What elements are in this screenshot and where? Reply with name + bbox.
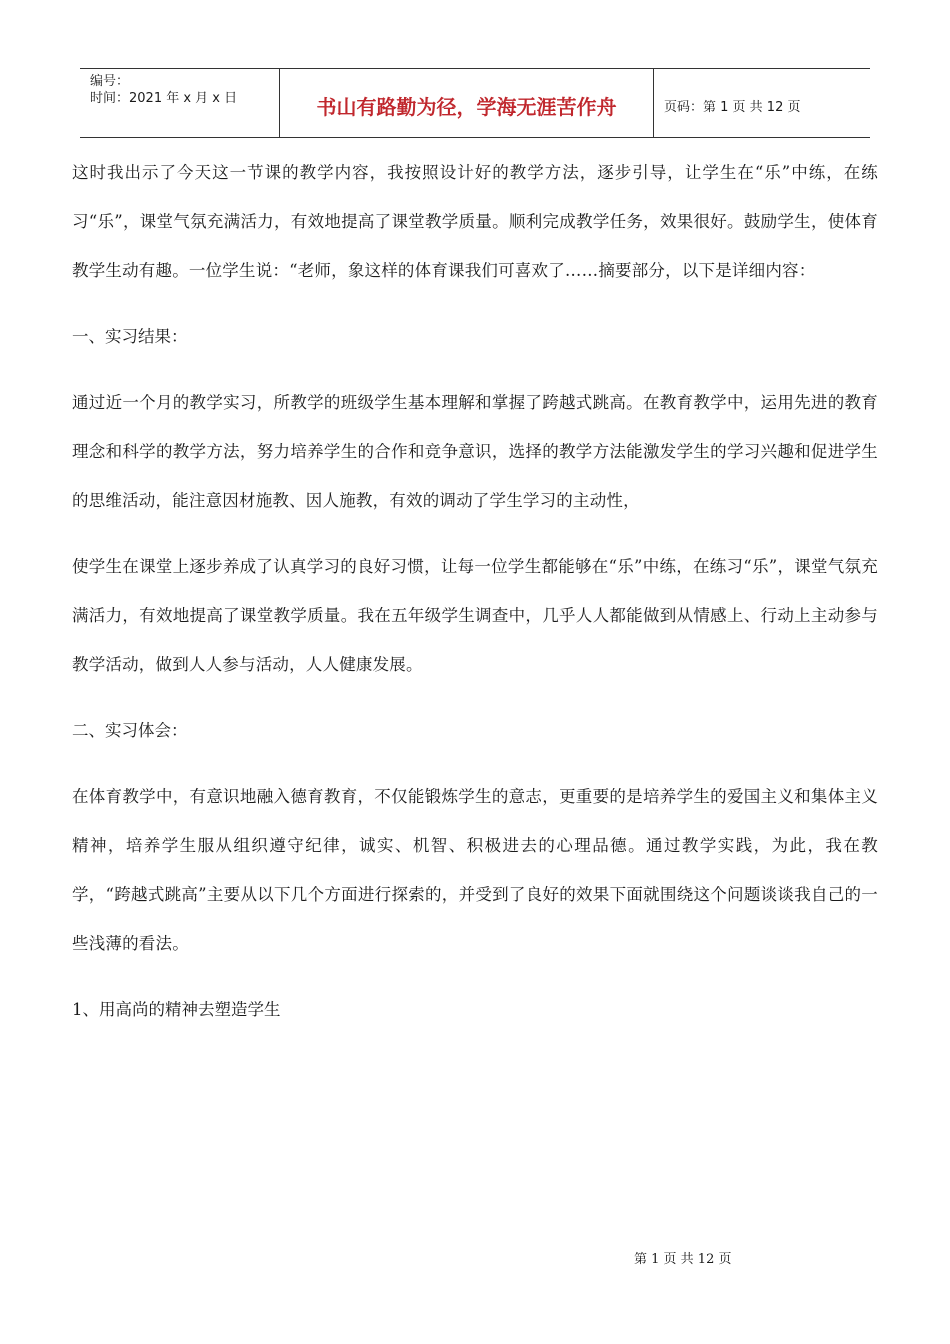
- footer-page-number: 第 1 页 共 12 页: [634, 1252, 732, 1267]
- paragraph-results-continued: 使学生在课堂上逐步养成了认真学习的良好习惯，让每一位学生都能够在“乐”中练，在练习“乐”，课堂气氛充满活力，有效地提高了课堂教学质量。我在五年级学生调查中，几乎人人都能做到从情感上、行动上主动参与教学活动，做到人人参与活动，人人健康发展。: [72, 557, 878, 674]
- paragraph-reflection: 在体育教学中，有意识地融入德育教育，不仅能锻炼学生的意志，更重要的是培养学生的爱国主义和集体主义精神，培养学生服从组织遵守纪律，诚实、机智、积极进去的心理品德。通过教学实践，为此，我在教学，“跨越式跳高”主要从以下几个方面进行探索的，并受到了良好的效果下面就围绕这个问题谈谈我自己的一些浅薄的看法。: [72, 787, 878, 953]
- header-page-info: 页码：第 1 页 共 12 页: [664, 99, 801, 115]
- paragraph-intro: 这时我出示了今天这一节课的教学内容，我按照设计好的教学方法，逐步引导，让学生在“乐”中练，在练习“乐”，课堂气氛充满活力，有效地提高了课堂教学质量。顺利完成教学任务，效果很好。鼓励学生，使体育教学生动有趣。一位学生说：“老师，象这样的体育课我们可喜欢了……摘要部分，以下是详细内容：: [72, 163, 878, 280]
- number-label: 编号：: [90, 74, 130, 89]
- header-motto: 书山有路勤为径，学海无涯苦作舟: [280, 69, 654, 137]
- section-heading-results: 一、实习结果：: [72, 327, 188, 346]
- section-heading-reflection: 二、实习体会：: [72, 721, 188, 740]
- document-header: [80, 68, 870, 138]
- document-body: [72, 148, 878, 1051]
- subsection-heading-1: 1、用高尚的精神去塑造学生: [72, 1000, 281, 1019]
- header-meta: [80, 69, 280, 137]
- paragraph-results: 通过近一个月的教学实习，所教学的班级学生基本理解和掌握了跨越式跳高。在教育教学中，运用先进的教育理念和科学的教学方法，努力培养学生的合作和竞争意识，选择的教学方法能激发学生的学习兴趣和促进学生的思维活动，能注意因材施教、因人施教，有效的调动了学生学习的主动性，: [72, 393, 878, 510]
- date-label: 时间：2021 年 x 月 x 日: [90, 91, 238, 106]
